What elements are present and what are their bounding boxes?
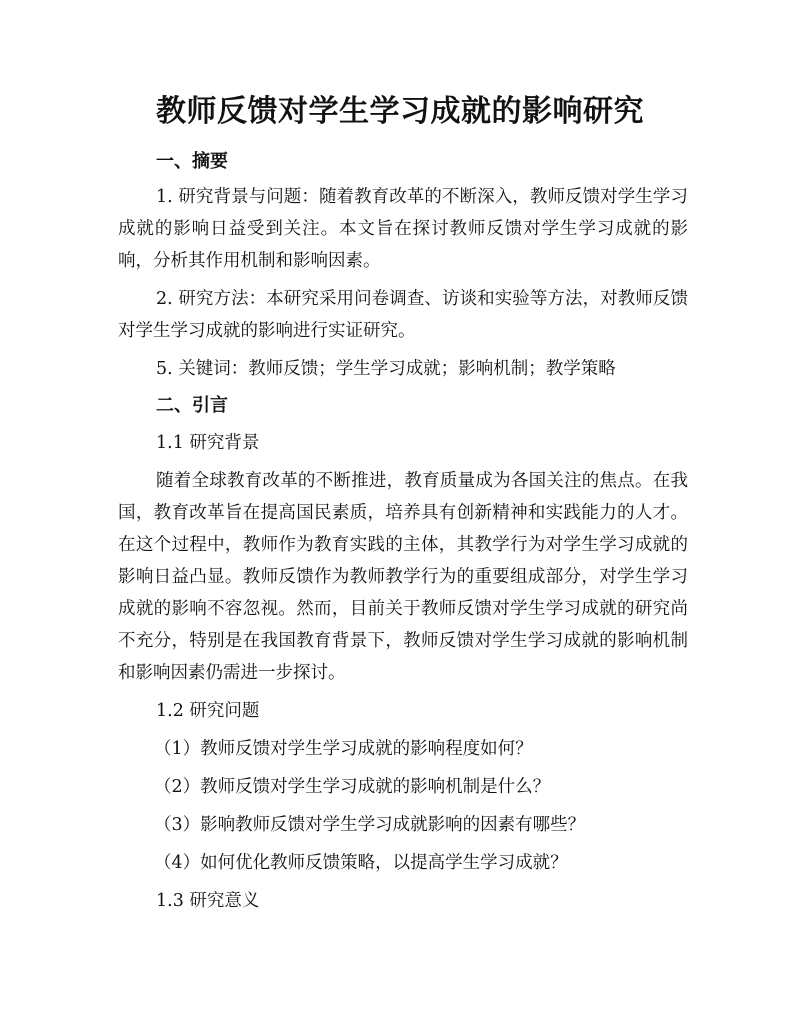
abstract-method-paragraph: 2. 研究方法：本研究采用问卷调查、访谈和实验等方法，对教师反馈对学生学习成就的影响进行实证研究。 <box>118 289 688 341</box>
document-body <box>118 147 688 917</box>
abstract-keywords: 5. 关键词：教师反馈；学生学习成就；影响机制；教学策略 <box>156 359 616 379</box>
research-question-item: （1）教师反馈对学生学习成就的影响程度如何？ <box>154 739 533 759</box>
research-question-item: （2）教师反馈对学生学习成就的影响机制是什么？ <box>154 777 551 797</box>
background-subheading: 1.1 研究背景 <box>156 433 260 453</box>
abstract-heading: 一、摘要 <box>156 151 228 172</box>
significance-subheading: 1.3 研究意义 <box>156 891 260 911</box>
research-questions-subheading: 1.2 研究问题 <box>156 701 260 721</box>
background-paragraph: 随着全球教育改革的不断推进，教育质量成为各国关注的焦点。在我国，教育改革旨在提高国民素质，培养具有创新精神和实践能力的人才。在这个过程中，教师作为教育实践的主体，其教学行为对学生学习成就的影响日益凸显。教师反馈作为教师教学行为的重要组成部分，对学生学习成就的影响不容忽视。然而，目前关于教师反馈对学生学习成就的研究尚不充分，特别是在我国教育背景下，教师反馈对学生学习成就的影响机制和影响因素仍需进一步探讨。 <box>118 471 688 683</box>
introduction-heading: 二、引言 <box>156 395 228 416</box>
abstract-background-paragraph: 1. 研究背景与问题：随着教育改革的不断深入，教师反馈对学生学习成就的影响日益受到关注。本文旨在探讨教师反馈对学生学习成就的影响，分析其作用机制和影响因素。 <box>118 187 688 271</box>
research-question-item: （3）影响教师反馈对学生学习成就影响的因素有哪些？ <box>154 815 586 835</box>
document-title: 教师反馈对学生学习成就的影响研究 <box>156 94 644 129</box>
research-question-item: （4）如何优化教师反馈策略，以提高学生学习成就？ <box>154 853 568 873</box>
